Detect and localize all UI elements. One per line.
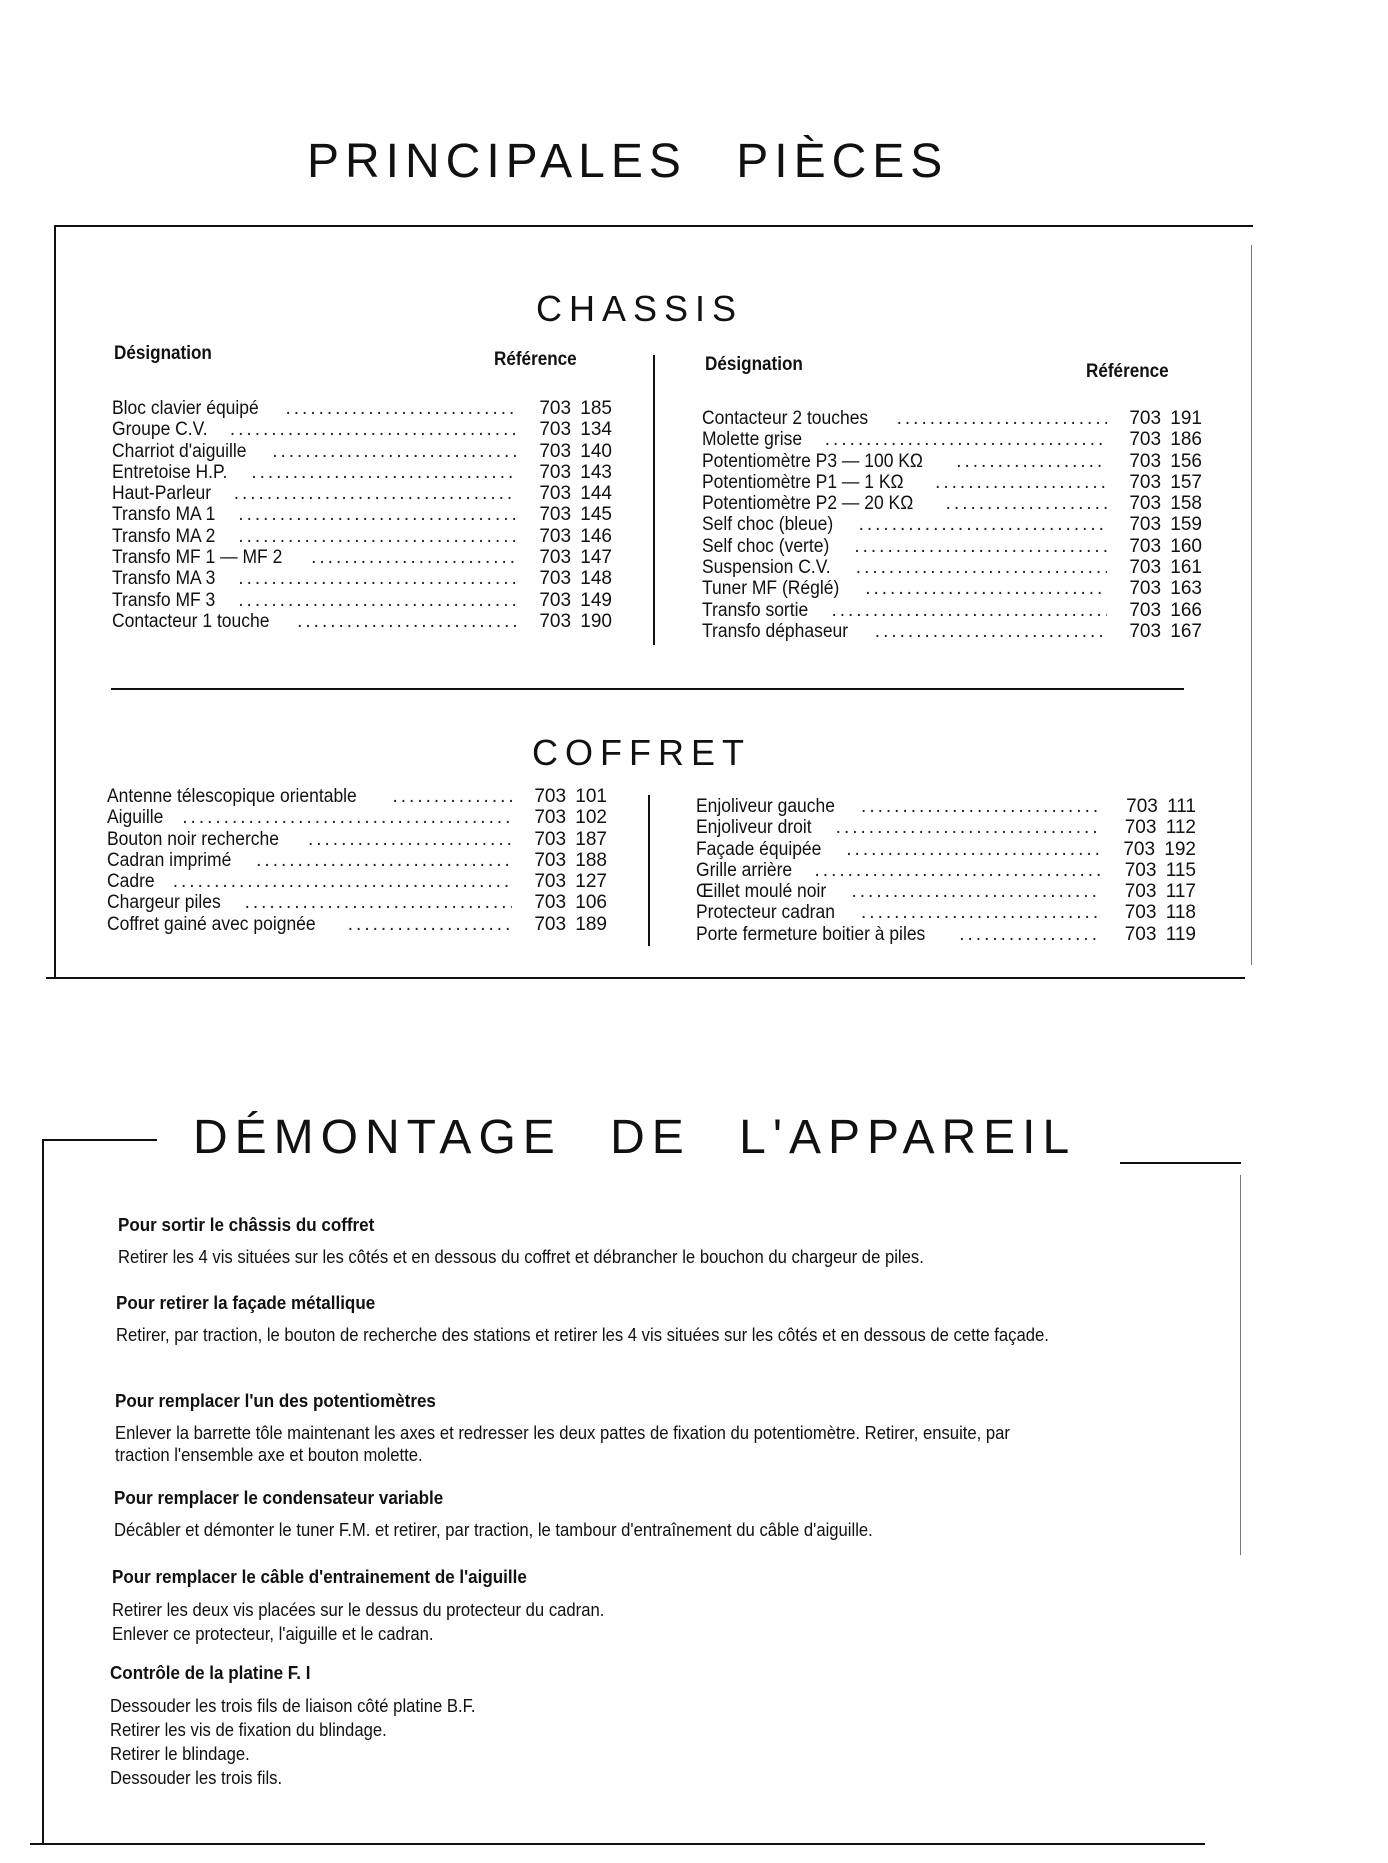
part-row [702,493,1202,514]
dot-leader [238,526,517,548]
section-line: Enlever la barrette tôle maintenant les axes et redresser les deux pattes de fixation du potentiomètre. Retirer, ensuite, par traction l'ensemble axe et bouton molette. [115,1422,1010,1465]
dot-leader [836,817,1101,839]
part-name: Antenne télescopique orientable [107,786,357,807]
part-row [112,611,612,632]
part-reference: 703 106 [534,892,607,914]
dot-leader [230,419,517,441]
section-line: Dessouder les trois fils. [110,1767,283,1788]
part-row [702,451,1202,472]
dot-leader [825,429,1107,451]
part-row [112,419,612,440]
section-heading: Pour remplacer le condensateur variable [114,1487,444,1508]
part-reference: 703 119 [1124,923,1196,945]
dot-leader [852,881,1102,903]
part-name: Self choc (verte) [702,535,830,557]
section-separator [111,688,1184,690]
dot-leader [234,483,517,505]
section-line: Enlever ce protecteur, l'aiguille et le cadran. [112,1623,434,1644]
part-row [107,892,607,913]
dot-leader [935,472,1107,494]
part-name: Coffret gainé avec poignée [107,913,316,935]
demontage-title: DÉMONTAGE DE L'APPAREIL [193,1111,1077,1164]
part-name: Chargeur piles [107,892,221,914]
part-row [696,902,1196,923]
dot-leader [861,902,1101,924]
part-reference: 703 192 [1123,838,1196,860]
part-reference: 703 115 [1124,859,1196,881]
part-reference: 703 143 [539,461,612,483]
part-row [696,796,1196,817]
part-reference: 703 149 [539,589,612,611]
dot-leader [348,914,512,936]
dot-leader [865,578,1107,600]
dot-leader [859,514,1107,536]
section-body [112,1598,1057,1646]
dot-leader [897,408,1107,430]
part-reference: 703 134 [539,419,612,441]
section-line: Dessouder les trois fils de liaison côté platine B.F. [110,1695,476,1716]
part-row [696,817,1196,838]
title-rule-right [1120,1162,1241,1164]
chassis-right-list [702,408,1202,642]
part-name: Potentiomètre P3 — 100 KΩ [702,450,924,472]
part-row [107,850,607,871]
section-line: Retirer les deux vis placées sur le dessus du protecteur du cadran. [112,1599,605,1620]
part-name: Charriot d'aiguille [112,440,247,462]
part-row [702,621,1202,642]
part-reference: 703 166 [1129,599,1202,621]
part-reference: 703 159 [1129,514,1202,536]
section-heading: Pour remplacer l'un des potentiomètres [115,1390,436,1411]
part-reference: 703 117 [1124,881,1196,903]
box-left-border [42,1139,44,1844]
dot-leader [251,462,517,484]
section-heading: Contrôle de la platine F. I [110,1662,311,1683]
dot-leader [831,600,1107,622]
part-row [112,568,612,589]
part-name: Bouton noir recherche [107,828,279,850]
chassis-left-list [112,398,612,632]
part-row [112,398,612,419]
part-name: Enjoliveur gauche [696,796,835,817]
part-row [112,590,612,611]
part-reference: 703 102 [534,807,607,829]
box-right-border [1240,1175,1241,1555]
part-name: Entretoise H.P. [112,461,228,483]
section-body [118,1246,1063,1268]
dot-leader [946,493,1107,515]
part-reference: 703 189 [534,913,607,935]
part-reference: 703 112 [1124,817,1196,839]
part-reference: 703 191 [1129,408,1202,429]
dot-leader [861,796,1101,818]
part-reference: 703 158 [1129,493,1202,515]
part-reference: 703 111 [1126,796,1196,817]
part-reference: 703 156 [1129,450,1202,472]
part-name: Transfo MA 1 [112,504,216,526]
part-row [112,483,612,504]
part-name: Suspension C.V. [702,557,831,579]
column-divider [648,795,650,946]
part-reference: 703 127 [534,871,607,893]
part-row [112,526,612,547]
part-name: Façade équipée [696,838,822,860]
part-reference: 703 146 [539,525,612,547]
part-reference: 703 101 [534,786,607,807]
part-reference: 703 167 [1129,620,1202,642]
part-name: Œillet moulé noir [696,881,827,903]
part-reference: 703 161 [1129,557,1202,579]
dot-leader [959,924,1101,946]
part-name: Transfo MF 1 — MF 2 [112,547,283,569]
col-reference-right: Référence [1086,361,1169,382]
section-heading: Pour sortir le châssis du coffret [118,1214,375,1235]
part-name: Self choc (bleue) [702,514,834,536]
section-line: Décâbler et démonter le tuner F.M. et retirer, par traction, le tambour d'entraînement du câble d'aiguille. [114,1519,873,1540]
section-body [114,1519,1059,1541]
box-bottom-border [46,977,1245,979]
part-row [107,807,607,828]
page-title: PRINCIPALES PIÈCES [307,135,949,188]
dot-leader [256,850,512,872]
part-name: Protecteur cadran [696,902,835,924]
section-line: Retirer les 4 vis situées sur les côtés et en dessous du coffret et débrancher le bouchon du chargeur de piles. [118,1246,924,1267]
part-reference: 703 190 [539,610,612,632]
section-line: Retirer, par traction, le bouton de recherche des stations et retirer les 4 vis situées sur les côtés et en dessous de cette façade. [116,1324,1049,1345]
dot-leader [308,829,512,851]
part-row [702,514,1202,535]
dot-leader [854,536,1107,558]
part-row [702,408,1202,429]
part-row [702,472,1202,493]
part-row [112,504,612,525]
dot-leader [238,590,517,612]
dot-leader [182,807,512,829]
dot-leader [238,504,517,526]
part-name: Potentiomètre P1 — 1 KΩ [702,471,904,493]
part-row [696,924,1196,945]
box-bottom-border [30,1843,1205,1845]
part-reference: 703 118 [1124,902,1196,924]
part-reference: 703 144 [539,483,612,505]
section-line: Retirer le blindage. [110,1743,250,1764]
part-reference: 703 188 [534,849,607,871]
section-heading: Pour retirer la façade métallique [116,1292,376,1313]
box-left-border [54,225,56,978]
part-reference: 703 186 [1129,429,1202,451]
part-name: Molette grise [702,429,803,451]
part-row [107,871,607,892]
box-top-border [54,225,1253,227]
part-row [107,914,607,935]
part-name: Bloc clavier équipé [112,398,259,419]
dot-leader [846,839,1101,861]
dot-leader [311,547,517,569]
part-reference: 703 147 [539,547,612,569]
dot-leader [272,441,517,463]
part-name: Contacteur 2 touches [702,408,869,429]
part-name: Enjoliveur droit [696,817,812,839]
section-heading: Pour remplacer le câble d'entrainement de l'aiguille [112,1566,527,1587]
part-name: Potentiomètre P2 — 20 KΩ [702,493,914,515]
part-reference: 703 140 [539,440,612,462]
section-body [110,1694,1055,1790]
part-row [112,547,612,568]
part-row [696,839,1196,860]
dot-leader [173,871,512,893]
part-row [107,786,607,807]
col-designation-right: Désignation [705,354,803,375]
part-reference: 703 157 [1129,471,1202,493]
part-name: Transfo MF 3 [112,589,216,611]
part-row [702,578,1202,599]
dot-leader [297,611,517,633]
chassis-heading: CHASSIS [536,288,744,329]
dot-leader [815,860,1101,882]
col-reference-left: Référence [494,349,577,370]
box-right-border [1251,245,1252,965]
dot-leader [245,892,512,914]
part-name: Aiguille [107,807,164,829]
column-divider [653,355,655,645]
part-name: Grille arrière [696,859,793,881]
section-line: Retirer les vis de fixation du blindage. [110,1719,387,1740]
part-reference: 703 185 [539,398,612,419]
part-row [696,881,1196,902]
part-row [696,860,1196,881]
dot-leader [956,451,1107,473]
section-body [115,1422,1060,1466]
part-reference: 703 187 [534,828,607,850]
part-name: Cadran imprimé [107,849,232,871]
part-reference: 703 163 [1129,578,1202,600]
part-name: Haut-Parleur [112,483,212,505]
part-reference: 703 160 [1129,535,1202,557]
part-row [702,557,1202,578]
part-name: Cadre [107,871,155,893]
coffret-heading: COFFRET [532,732,751,773]
coffret-right-list [696,796,1196,945]
part-name: Porte fermeture boitier à piles [696,923,926,945]
coffret-left-list [107,786,607,935]
section-body [116,1324,1061,1346]
part-row [112,462,612,483]
part-row [702,536,1202,557]
dot-leader [285,398,517,420]
dot-leader [856,557,1107,579]
part-row [112,441,612,462]
part-name: Contacteur 1 touche [112,610,270,632]
dot-leader [238,568,517,590]
title-rule-left [42,1139,157,1141]
part-name: Groupe C.V. [112,419,208,441]
part-row [702,429,1202,450]
part-name: Transfo sortie [702,599,809,621]
part-name: Transfo déphaseur [702,620,849,642]
dot-leader [875,621,1107,643]
part-row [702,600,1202,621]
part-reference: 703 145 [539,504,612,526]
part-row [107,829,607,850]
part-name: Transfo MA 2 [112,525,216,547]
part-name: Transfo MA 3 [112,568,216,590]
col-designation-left: Désignation [114,343,212,364]
part-reference: 703 148 [539,568,612,590]
part-name: Tuner MF (Réglé) [702,578,840,600]
dot-leader [392,786,512,808]
